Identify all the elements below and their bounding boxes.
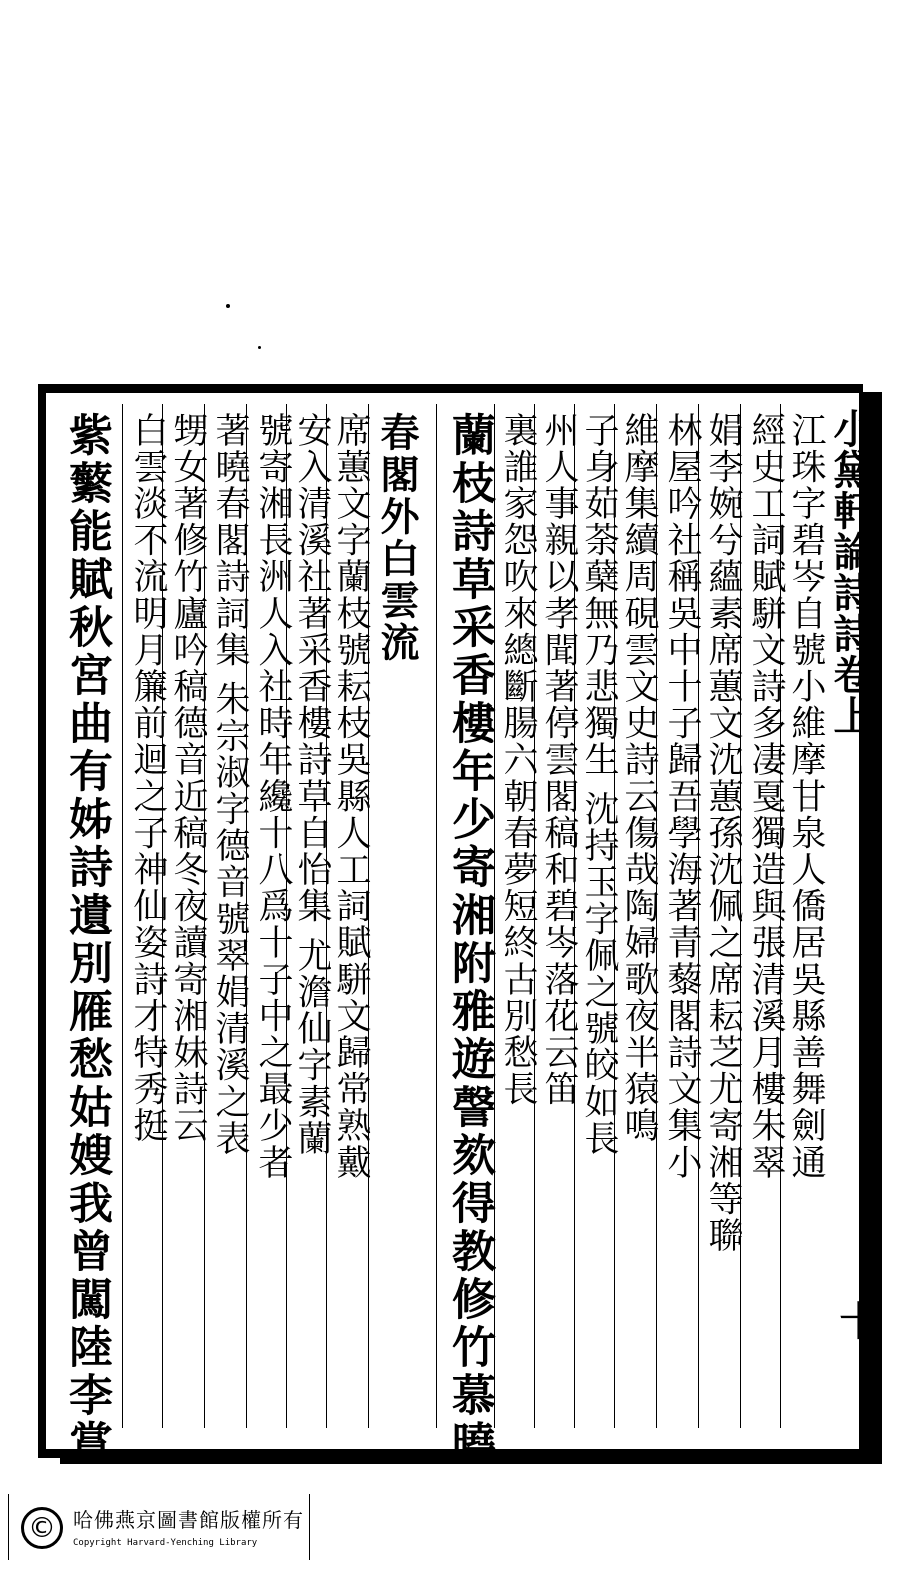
text-column: 白雲淡不流明月簾前迴之子神仙姿詩才特秀挺	[128, 412, 168, 1144]
ink-speck	[226, 304, 230, 308]
copyright-stamp	[8, 1494, 310, 1560]
text-column: 著曉春閣詩詞集 朱宗淑字德音號翠娟清溪之表	[210, 412, 250, 1157]
text-column: 林屋吟社稱吳中十子歸吾學海著青藜閣詩文集小	[662, 412, 702, 1181]
text-column: 蘭枝詩草采香樓年少寄湘附雅遊謦欬得教修竹慕曉	[444, 412, 495, 1468]
copyright-icon: ©	[21, 1507, 63, 1549]
text-column: 紫蘩能賦秋宮曲有姊詩遺別雁愁姑嫂我曾闖陸李賞	[61, 412, 112, 1468]
text-column: 經史工詞賦駢文詩多凄戛獨造與張清溪月樓朱翠	[746, 412, 786, 1181]
folio-title: 小黛軒論詩詩卷上	[827, 408, 874, 736]
text-column: 席蕙文字蘭枝號耘枝吳縣人工詞賦駢文歸常熟戴	[331, 412, 371, 1181]
folio-number: 十	[833, 1300, 880, 1340]
text-column: 子身茹荼蘖無乃悲獨生 沈持玉字佩之號皎如長	[579, 412, 619, 1157]
stamp-chinese: 哈佛燕京圖書館版權所有	[73, 1508, 304, 1532]
text-column: 娟李婉兮蘊素席蕙文沈蕙孫沈佩之席耘芝尤寄湘等聯	[703, 412, 743, 1254]
text-column: 春閣外白雲流	[374, 412, 420, 664]
ink-speck	[258, 346, 261, 349]
text-column: 維摩集續周硯雲文史詩云傷哉陶婦歌夜半猿鳴	[619, 412, 659, 1144]
text-column: 號寄湘長洲人入社時年纔十八爲十子中之最少者	[253, 412, 293, 1181]
column-rule	[436, 404, 437, 1428]
column-rule	[122, 404, 123, 1428]
stamp-english: Copyright Harvard-Yenching Library	[73, 1538, 258, 1548]
text-column: 裏誰家怨吹來總斷腸六朝春夢短終古別愁長	[498, 412, 538, 1108]
text-column: 江珠字碧岑自號小維摩甘泉人僑居吳縣善舞劍通	[786, 412, 826, 1181]
text-column: 州人事親以孝聞著停雲閣稿和碧岑落花云笛	[539, 412, 579, 1108]
text-column: 安入清溪社著采香樓詩草自怡集 尤澹仙字素蘭	[292, 412, 332, 1157]
text-column: 甥女著修竹廬吟稿德音近稿冬夜讀寄湘妹詩云	[168, 412, 208, 1144]
